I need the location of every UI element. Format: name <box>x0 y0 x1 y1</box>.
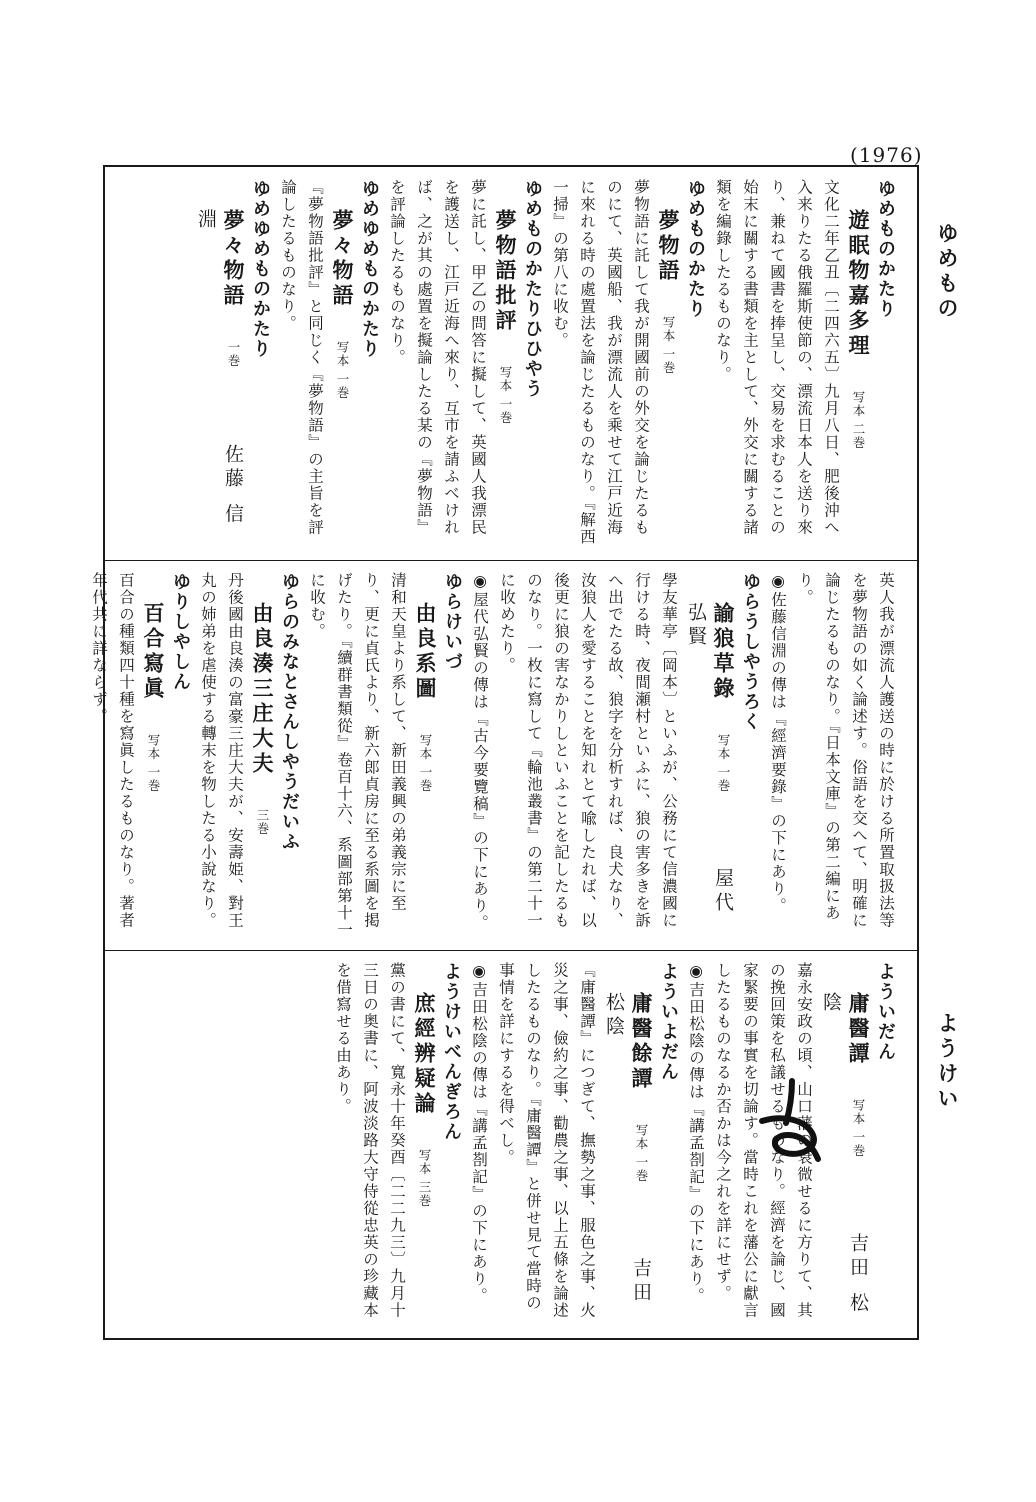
entry-body: 夢物語に託して我が開國前の外交を論じたるものにて、英國船、我が漂流人を乘せて江戸近海に來れる時の處置法を論じたるものなり。『解西一掃』の第八に收む。 <box>551 179 650 546</box>
entry-title-line <box>411 572 439 940</box>
side-label-bottom: ようけい <box>935 1012 960 1112</box>
entry-author: 屋代 弘賢 <box>685 602 734 917</box>
entry-author: 吉田 松陰 <box>603 992 652 1307</box>
section-1 <box>105 167 917 560</box>
entry-title-line <box>139 572 167 940</box>
entry-title-line <box>328 179 356 550</box>
entry-volume: 三巻 <box>255 795 270 836</box>
entry-title: 由良湊三庄大夫 <box>250 602 275 777</box>
entry-volume: 写本 三巻 <box>417 1135 432 1208</box>
entry <box>709 179 899 550</box>
entry-heading: ゆらのみなとさんしやうだいふ <box>279 572 300 852</box>
entry-body: ◉吉田松陰の傳は『講孟剳記』の下にあり。 <box>470 962 488 1305</box>
entry-volume: 写本 一巻 <box>418 720 433 793</box>
entry-volume: 写本 一巻 <box>661 302 676 375</box>
entry-title: 庶經辨疑論 <box>412 992 437 1117</box>
entry-volume: 写本 一巻 <box>851 1085 866 1158</box>
entry-heading: ゆめゆめものかたり <box>250 179 271 359</box>
entry-title: 由良系圖 <box>413 602 438 702</box>
entry <box>791 572 899 940</box>
entry-volume: 写本 一巻 <box>146 720 161 793</box>
entry <box>329 962 465 1328</box>
section-1-columns <box>115 179 899 550</box>
entry-title: 夢物語批評 <box>493 209 518 334</box>
entry-heading: よういだん <box>875 962 896 1062</box>
entry <box>682 962 709 1328</box>
entry-body: 文化二年乙丑〔二四六五〕九月八日、肥後沖へ入来りたる俄羅斯使節の、漂流日本人を送り來り、兼ねて國書を捧呈し、交易を求むることの始末に關する書類を主として、外交に關する諸類を編錄したるものなり。 <box>714 179 840 536</box>
entry-title-line <box>410 962 438 1328</box>
entry-title-line <box>248 572 276 940</box>
entry-title-line <box>600 962 655 1328</box>
entry <box>493 572 764 940</box>
entry <box>274 179 383 550</box>
entry-volume: 写本 一巻 <box>634 1110 649 1183</box>
entry-heading: ゆりしやしん <box>170 572 191 692</box>
entry-author: 佐藤 信淵 <box>195 209 244 527</box>
entry-title-line <box>192 179 247 550</box>
entry-body: 黨の書にて、寬永十年癸酉〔二二九三〕九月十三日の奥書に、阿波淡路大守侍從忠英の珍藏本を借寫せる由あり。 <box>334 962 406 1319</box>
entry-body: 嘉永安政の頃、山口藩の衰微せるに方りて、其の挽回策を私議せるものなり。經濟を論じ、國家緊要の事實を切論す。當時これを藩公に獻言したるものなるか否かは今之れを詳にせず。 <box>714 962 813 1319</box>
entry-heading: ゆめものかたり <box>685 179 706 319</box>
entry <box>303 572 466 940</box>
entry-body: 丹後國由良湊の富豪三庄大夫が、安壽姫、對王丸の姉弟を虐使する轉末を物したる小說なり。 <box>199 572 244 929</box>
entry <box>465 962 492 1328</box>
entry-volume: 写本 一巻 <box>335 327 350 400</box>
entry-heading: ようけいべんぎろん <box>441 962 462 1142</box>
entry <box>85 572 194 940</box>
entry <box>383 179 546 550</box>
entry-body: 『庸醫譚』につぎて、撫勢之事、服色之事、火災之事、儉約之事、勸農之事、以上五條を論述したるものなり。『庸醫譚』と併せ見て當時の事情を詳にするを得べし。 <box>497 962 596 1319</box>
entry-body: 學友華亭〔岡本〕といふが、公務にて信濃國に行ける時、夜間瀬村といふに、狼の害多きを訴へ出でたる故、狼字を分析すれば、良犬なり、汝狼人を愛することを知れとて喩したれば、以後更に狼の害なかりしといふことを記したるものなり。一枚に寫して『輪池叢書』の第二十一に收めたり。 <box>498 572 678 929</box>
entry-title: 夢々物語 <box>330 209 355 309</box>
entry-title-line <box>491 179 519 550</box>
entry-title: 百合寫眞 <box>141 602 166 702</box>
entry-heading: ゆらけいづ <box>442 572 463 672</box>
entry-heading: ゆらうしやうろく <box>740 572 761 732</box>
entry-heading: ゆめものかたり <box>875 179 896 319</box>
entry-title-line <box>654 179 682 550</box>
entry <box>492 962 682 1328</box>
section-2-columns <box>90 572 899 940</box>
entry-heading: よういよだん <box>658 962 679 1082</box>
entry-volume: 一巻 <box>226 327 241 368</box>
entry-volume: 写本 二巻 <box>851 377 866 450</box>
entry <box>466 572 493 940</box>
entry <box>192 179 274 550</box>
entry-body: 百合の種類四十種を寫眞したるものなり。著者年代共に詳ならず。 <box>90 572 135 929</box>
entry-title: 遊眠物嘉多理 <box>846 209 871 359</box>
entry-body: ◉吉田松陰の傳は『講孟剳記』の下にあり。 <box>687 962 705 1305</box>
entry-title: 諭狼草錄 <box>711 602 736 702</box>
entry-heading: ゆめものかたりひひやう <box>522 179 543 399</box>
section-2 <box>90 560 917 950</box>
entry <box>546 179 709 550</box>
entry <box>764 572 791 940</box>
stamp-mark <box>742 1075 832 1165</box>
entry-body: 清和天皇より系して、新田義興の弟義宗に至り、更に貞氏より、新六郎貞房に至る系圖を掲げたり。『續群書類從』卷百十六、系圖部第十一に收む。 <box>308 572 407 939</box>
entry <box>194 572 303 940</box>
entry-heading: ゆめゆめものかたり <box>359 179 380 359</box>
entry-title: 庸醫譚 <box>846 992 871 1067</box>
entry-title: 夢物語 <box>656 209 681 284</box>
entry-body: ◉屋代弘賢の傳は『古今要覽稿』の下にあり。 <box>471 572 489 932</box>
entry-volume: 写本 一巻 <box>498 352 513 425</box>
entry-title-line <box>682 572 737 940</box>
page-number: (1976) <box>850 143 923 167</box>
entry-title: 庸醫餘譚 <box>629 992 654 1092</box>
entry-body: ◉佐藤信淵の傳は『經濟要錄』の下にあり。 <box>769 572 787 915</box>
entry-author: 吉田 松陰 <box>820 992 869 1317</box>
entry-title-line <box>844 179 872 550</box>
entry-volume: 写本 一巻 <box>716 720 731 793</box>
side-label-top: ゆめもの <box>935 222 960 322</box>
entry-body: 『夢物語批評』と同じく『夢物語』の主旨を評論したるものなり。 <box>279 179 324 536</box>
entry-body: 英人我が漂流人護送の時に於ける所置取扱法等を夢物語の如く論述す。俗語を交へて、明確に論じたるものなり。『日本文庫』の第二編にあり。 <box>796 572 895 929</box>
entry-title: 夢々物語 <box>221 209 246 309</box>
entry-body: 夢に託し、甲乙の問答に擬して、英國人我漂民を護送し、江戸近海へ來り、互市を請ふべければ、之が其の處置を擬論したる某の『夢物語』を評論したるものなり。 <box>388 179 487 536</box>
